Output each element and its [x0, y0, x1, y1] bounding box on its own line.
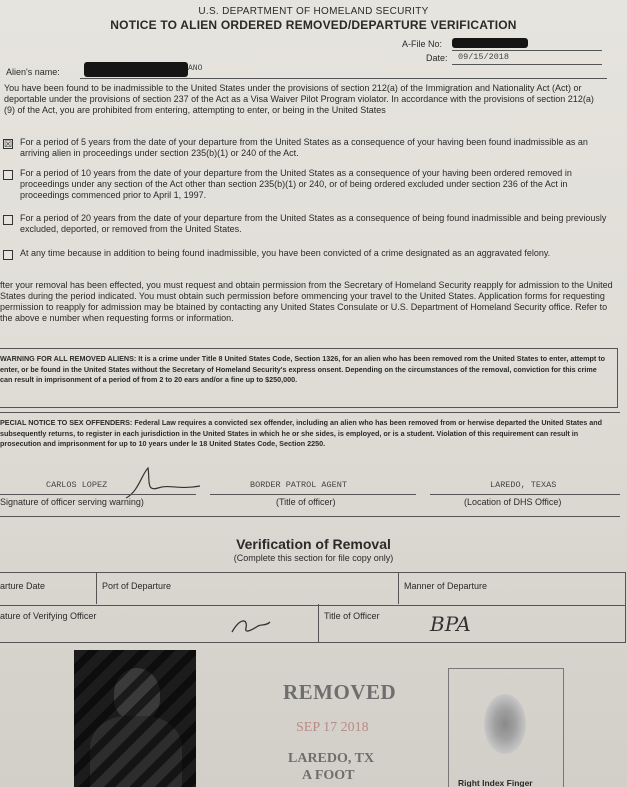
fingerprint-label: Right Index Finger: [458, 778, 533, 787]
fingerprint-image: [484, 694, 526, 754]
date-value: 09/15/2018: [458, 52, 510, 62]
title-of-officer-handwritten: BPA: [430, 612, 471, 636]
departure-divider-2: [398, 572, 399, 604]
a-file-redaction: [452, 38, 528, 48]
verifying-officer-label: ature of Verifying Officer: [0, 611, 97, 621]
stamp-location: LAREDO, TX: [288, 751, 375, 766]
dhs-office-location-line: [430, 494, 620, 495]
verification-top-rule: [0, 516, 620, 517]
officer-name: CARLOS LOPEZ: [46, 480, 108, 490]
departure-divider-1: [96, 572, 97, 604]
redacted-photo: [74, 650, 196, 787]
stamp-method: A FOOT: [302, 768, 355, 783]
verifying-officer-signature: [226, 612, 276, 638]
date-underline: [452, 64, 602, 65]
officer-signature-scribble: [118, 462, 208, 502]
departure-row: [0, 572, 626, 606]
option-10-years-text: For a period of 10 years from the date of your departure from the United States as a consequence of your having been ordered removed in proceedings under any section of the Act other than section 235(b)(1) or 240, or of being ordered excluded under section 236 of the Act in proceedings commenced prior to April 1, 1997.: [20, 168, 572, 200]
permission-paragraph: fter your removal has been effected, you must request and obtain permission from the Secretary of Homeland Security reapply for admission to the United States during the period indicated. You must obtain such permission before ommencing your travel to the United States. Application forms for requesting permission to reapply for admission may be btained by contacting any United States Consulate or U.S. Department of Homeland Security office. Refer to the above e number when requesting forms or information.: [0, 280, 613, 323]
officer-signature-label: Signature of officer serving warning): [0, 497, 144, 507]
form-title: NOTICE TO ALIEN ORDERED REMOVED/DEPARTURE VERIFICATION: [110, 18, 517, 32]
option-20-years-checkbox[interactable]: [3, 215, 13, 225]
agency-name: U.S. DEPARTMENT OF HOMELAND SECURITY: [198, 6, 429, 17]
intro-paragraph: You have been found to be inadmissible to the United States under the provisions of section 212(a) of the Immigration and Nationality Act (Act) or deportable under the provisions of section 237 of the Act as a Visa Waiver Pilot Program violator. In accordance with the provisions of section 212(a)(9) of the Act, you are prohibited from entering, attempting to enter, or being in the United States: [4, 83, 594, 115]
verifying-officer-row: [0, 604, 626, 643]
stamp-removed: REMOVED: [283, 680, 397, 704]
verification-subheading: (Complete this section for file copy only): [233, 553, 394, 563]
stamp-date: SEP 17 2018: [296, 720, 369, 735]
option-any-time-text: At any time because in addition to being found inadmissible, you have been convicted of a crime designated as an aggravated felony.: [20, 248, 551, 258]
departure-date-label: arture Date: [0, 581, 46, 591]
option-any-time-checkbox[interactable]: [3, 250, 13, 260]
option-20-years-text: For a period of 20 years from the date of your departure from the United States as a consequence of being found inadmissible and being previously excluded, deported, or removed from the United States.: [20, 213, 607, 234]
option-5-years-text: For a period of 5 years from the date of your departure from the United States as a consequence of your having been found inadmissible as an arriving alien in proceedings under section 235(b)(1) or 240 of the Act.: [20, 137, 588, 158]
officer-title-value: BORDER PATROL AGENT: [250, 480, 347, 490]
officer-signature-line: [0, 494, 196, 495]
alien-name-underline: [80, 78, 607, 79]
alien-name-redaction: [84, 62, 188, 77]
warning-text: WARNING FOR ALL REMOVED ALIENS: It is a crime under Title 8 United States Code, Section 1326, for an alien who has been removed rom the United States to enter, attempt to enter, or be found in the United States without the Secretary of Homeland Security's express onsent. Depending on the circumstances of the removal, conviction for this crime can result in imprisonment of a period of from 2 to 20 ears and/or a fine up to $250,000.: [0, 354, 606, 384]
verifying-officer-divider: [318, 604, 319, 642]
date-label: Date:: [426, 53, 448, 63]
option-5-years-checkbox[interactable]: ☒: [4, 139, 13, 149]
dhs-office-location-value: LAREDO, TEXAS: [490, 480, 557, 490]
a-file-label: A-File No:: [402, 39, 443, 49]
special-notice-text: PECIAL NOTICE TO SEX OFFENDERS: Federal Law requires a convicted sex offender, including an alien who has been removed from or herwise departed the United States and subsequently returns, to register in each jurisdiction in the United States in which he or she sides, is employed, or is a student. Violation of this requirement can result in prosecution and imprisonment for up to 10 years under le 18 United States Code, Section 2250.: [0, 418, 603, 448]
officer-title-label: (Title of officer): [276, 497, 336, 507]
alien-name-label: Alien's name:: [6, 67, 60, 77]
special-notice-divider: [0, 412, 620, 413]
verification-heading: Verification of Removal: [236, 536, 391, 552]
manner-of-departure-label: Manner of Departure: [404, 581, 488, 591]
a-file-underline: [452, 50, 602, 51]
officer-title-line: [210, 494, 416, 495]
option-10-years-checkbox[interactable]: [3, 170, 13, 180]
port-of-departure-label: Port of Departure: [102, 581, 172, 591]
dhs-office-location-label: (Location of DHS Office): [464, 497, 562, 507]
title-of-officer-label: Title of Officer: [324, 611, 380, 621]
alien-name-visible: ANO: [188, 64, 203, 73]
